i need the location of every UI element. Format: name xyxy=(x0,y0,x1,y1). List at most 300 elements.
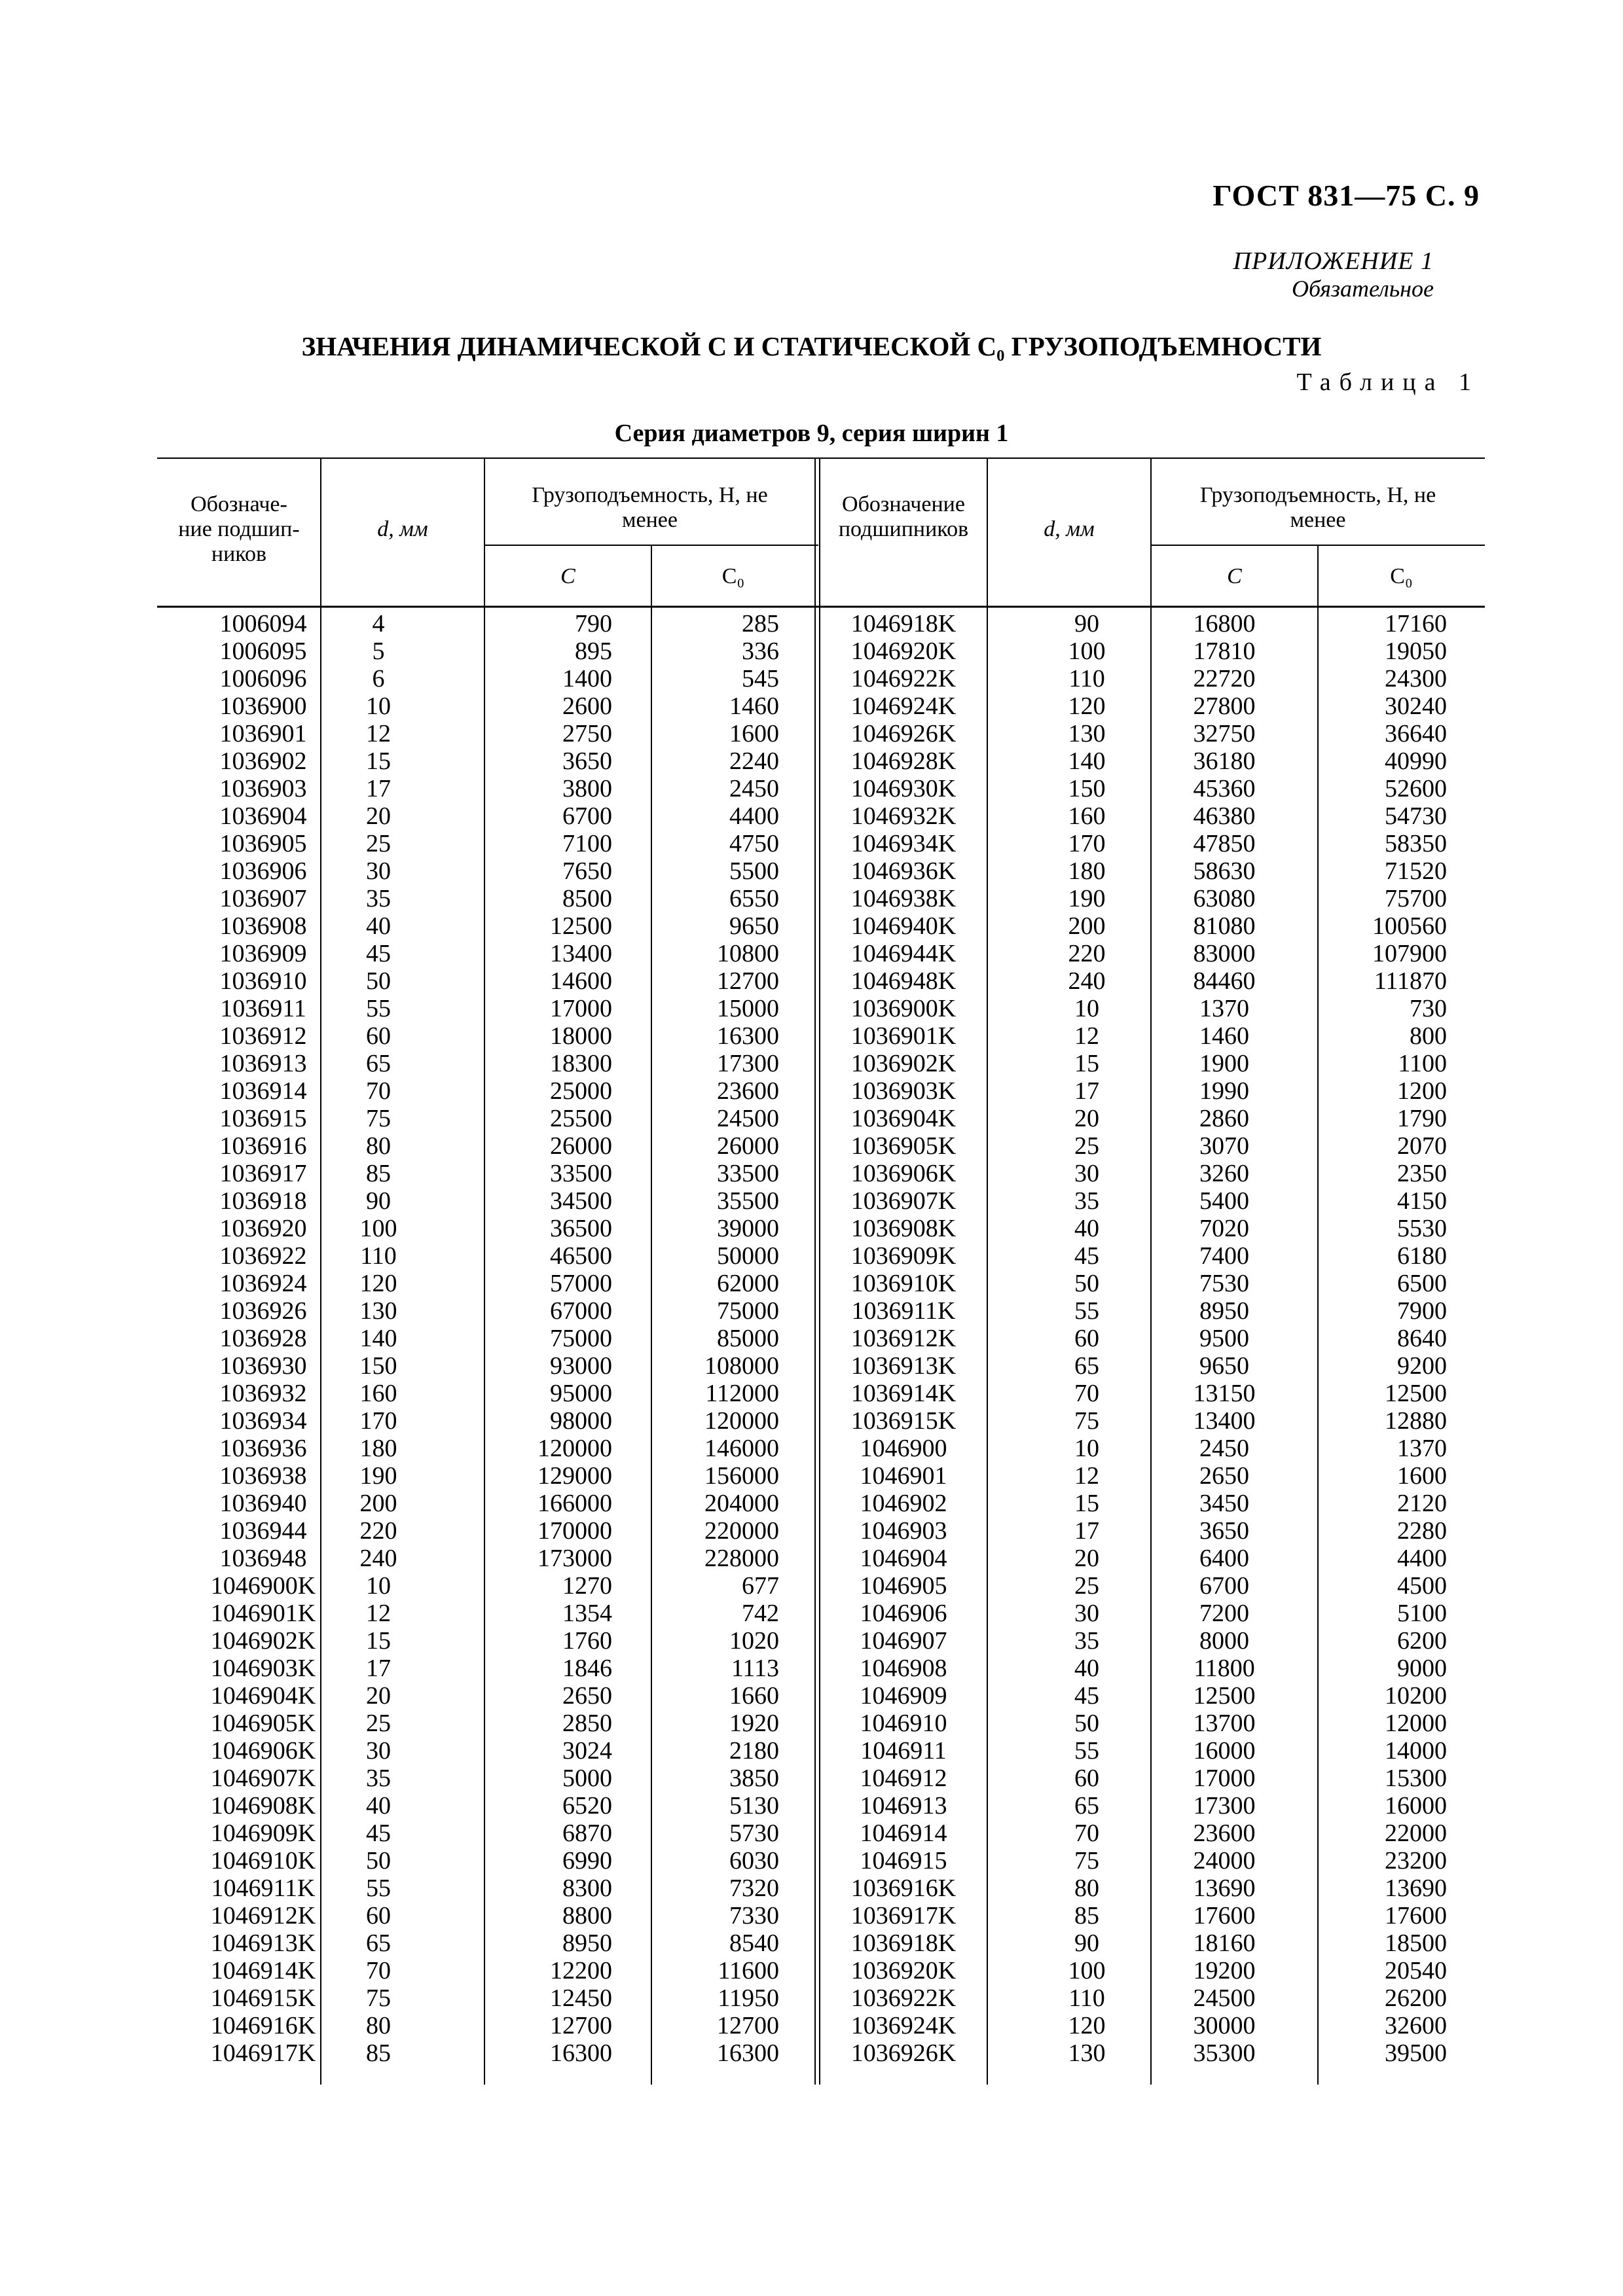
cell-c0-right: 19050 xyxy=(1385,637,1447,665)
cell-d-right: 15 xyxy=(1074,1050,1099,1077)
cell-designation: 1036940 xyxy=(219,1490,307,1517)
cell-d: 60 xyxy=(366,1022,391,1050)
cell-c0-right: 111870 xyxy=(1374,967,1447,995)
cell-d: 50 xyxy=(366,1847,391,1874)
cell-c: 17000 xyxy=(550,995,612,1022)
cell-d-right: 60 xyxy=(1074,1325,1099,1352)
cell-d-right: 100 xyxy=(1068,637,1106,665)
cell-c0: 5130 xyxy=(729,1792,779,1820)
cell-c0-right: 32600 xyxy=(1385,2012,1447,2039)
cell-designation-right: 1046926K xyxy=(850,720,957,747)
cell-designation: 1036916 xyxy=(219,1132,307,1160)
cell-c: 26000 xyxy=(550,1132,612,1160)
cell-c0: 120000 xyxy=(704,1407,779,1435)
cell-c0: 50000 xyxy=(717,1242,779,1270)
table-row xyxy=(0,1572,1623,1600)
cell-c-right: 8000 xyxy=(1199,1627,1249,1655)
cell-d-right: 90 xyxy=(1074,1929,1099,1957)
cell-c0-right: 39500 xyxy=(1385,2039,1447,2067)
cell-c-right: 23600 xyxy=(1193,1820,1256,1847)
cell-d: 17 xyxy=(366,775,391,802)
cell-c0-right: 1370 xyxy=(1397,1435,1447,1462)
cell-d: 170 xyxy=(359,1407,397,1435)
table-row xyxy=(0,1077,1623,1105)
cell-designation: 1046914K xyxy=(210,1957,316,1984)
cell-c0: 1460 xyxy=(729,692,779,720)
cell-c0-right: 75700 xyxy=(1385,885,1447,912)
table-row xyxy=(0,1297,1623,1325)
cell-c-right: 81080 xyxy=(1193,912,1256,940)
table-row xyxy=(0,1160,1623,1187)
appendix-note: Обязательное xyxy=(1292,276,1434,302)
cell-designation-right: 1036913K xyxy=(850,1352,957,1380)
cell-d-right: 70 xyxy=(1074,1820,1099,1847)
header-d-right: d, мм xyxy=(1044,517,1095,541)
table-row xyxy=(0,1105,1623,1132)
table-row xyxy=(0,802,1623,830)
cell-d-right: 17 xyxy=(1074,1517,1099,1545)
cell-c0-right: 71520 xyxy=(1385,857,1447,885)
table-row xyxy=(0,1655,1623,1682)
table-row xyxy=(0,1874,1623,1902)
cell-designation: 1046903K xyxy=(210,1655,316,1682)
cell-d-right: 25 xyxy=(1074,1132,1099,1160)
cell-c-right: 5400 xyxy=(1199,1187,1249,1215)
cell-c0-right: 2350 xyxy=(1397,1160,1447,1187)
cell-c-right: 3650 xyxy=(1199,1517,1249,1545)
cell-d: 190 xyxy=(359,1462,397,1490)
cell-designation-right: 1046940K xyxy=(850,912,957,940)
table-row xyxy=(0,1627,1623,1655)
cell-c: 6520 xyxy=(562,1792,612,1820)
cell-c: 2600 xyxy=(562,692,612,720)
cell-designation-right: 1036900K xyxy=(850,995,957,1022)
cell-d-right: 40 xyxy=(1074,1215,1099,1242)
cell-c0-right: 13690 xyxy=(1385,1874,1447,1902)
cell-c-right: 9500 xyxy=(1199,1325,1249,1352)
cell-designation: 1046907K xyxy=(210,1765,316,1792)
cell-c: 173000 xyxy=(538,1545,612,1572)
table-row xyxy=(0,1132,1623,1160)
cell-designation-right: 1046910 xyxy=(860,1710,947,1737)
cell-c: 33500 xyxy=(550,1160,612,1187)
table-row xyxy=(0,1902,1623,1929)
cell-designation-right: 1036916K xyxy=(850,1874,957,1902)
cell-d: 17 xyxy=(366,1655,391,1682)
cell-d: 85 xyxy=(366,1160,391,1187)
cell-c-right: 17300 xyxy=(1193,1792,1256,1820)
cell-designation-right: 1046903 xyxy=(860,1517,947,1545)
cell-c0-right: 52600 xyxy=(1385,775,1447,802)
cell-designation: 1046909K xyxy=(210,1820,316,1847)
cell-c-right: 3260 xyxy=(1199,1160,1249,1187)
cell-c: 2850 xyxy=(562,1710,612,1737)
cell-c: 13400 xyxy=(550,940,612,967)
cell-c-right: 83000 xyxy=(1193,940,1256,967)
cell-designation-right: 1046909 xyxy=(860,1682,947,1710)
table-row xyxy=(0,1682,1623,1710)
cell-c0-right: 800 xyxy=(1410,1022,1447,1050)
cell-c: 895 xyxy=(575,637,612,665)
cell-c-right: 17600 xyxy=(1193,1902,1256,1929)
cell-d-right: 10 xyxy=(1074,995,1099,1022)
cell-d-right: 75 xyxy=(1074,1407,1099,1435)
cell-designation: 1036905 xyxy=(219,830,307,857)
cell-designation-right: 1036915K xyxy=(850,1407,957,1435)
cell-d-right: 80 xyxy=(1074,1874,1099,1902)
cell-d-right: 15 xyxy=(1074,1490,1099,1517)
cell-c0-right: 18500 xyxy=(1385,1929,1447,1957)
cell-c0-right: 26200 xyxy=(1385,1984,1447,2012)
cell-c: 1354 xyxy=(562,1600,612,1627)
cell-d-right: 12 xyxy=(1074,1022,1099,1050)
cell-designation-right: 1046928K xyxy=(850,747,957,775)
cell-c-right: 22720 xyxy=(1193,665,1256,692)
cell-d-right: 180 xyxy=(1068,857,1106,885)
header-c0-right: C₀ xyxy=(1390,564,1413,588)
cell-c: 3800 xyxy=(562,775,612,802)
table-row xyxy=(0,1984,1623,2012)
document-title: ЗНАЧЕНИЯ ДИНАМИЧЕСКОЙ C И СТАТИЧЕСКОЙ C₀ ГРУЗОПОДЪЕМНОСТИ xyxy=(301,331,1322,361)
cell-c0: 336 xyxy=(742,637,779,665)
cell-designation: 1036938 xyxy=(219,1462,307,1490)
cell-c: 16300 xyxy=(550,2039,612,2067)
cell-d-right: 120 xyxy=(1068,692,1106,720)
cell-c0-right: 9000 xyxy=(1397,1655,1447,1682)
cell-designation-right: 1046904 xyxy=(860,1545,947,1572)
table-subtitle: Серия диаметров 9, серия ширин 1 xyxy=(614,420,1009,447)
cell-designation-right: 1036908K xyxy=(850,1215,957,1242)
table-row xyxy=(0,2039,1623,2067)
cell-designation-right: 1046948K xyxy=(850,967,957,995)
cell-c: 790 xyxy=(575,610,612,637)
cell-d: 220 xyxy=(359,1517,397,1545)
cell-d-right: 40 xyxy=(1074,1655,1099,1682)
cell-d: 40 xyxy=(366,1792,391,1820)
cell-designation-right: 1036910K xyxy=(850,1270,957,1297)
cell-d: 55 xyxy=(366,1874,391,1902)
cell-d: 180 xyxy=(359,1435,397,1462)
cell-designation-right: 1036903K xyxy=(850,1077,957,1105)
cell-designation-right: 1036904K xyxy=(850,1105,957,1132)
cell-c-right: 16800 xyxy=(1193,610,1256,637)
cell-c0: 75000 xyxy=(717,1297,779,1325)
cell-designation: 1036911 xyxy=(220,995,306,1022)
cell-designation: 1046908K xyxy=(210,1792,316,1820)
cell-c-right: 47850 xyxy=(1193,830,1256,857)
cell-designation: 1036932 xyxy=(219,1380,307,1407)
cell-c-right: 84460 xyxy=(1193,967,1256,995)
cell-d-right: 20 xyxy=(1074,1545,1099,1572)
cell-c0: 6030 xyxy=(729,1847,779,1874)
cell-c0: 2450 xyxy=(729,775,779,802)
cell-d: 12 xyxy=(366,1600,391,1627)
cell-d: 140 xyxy=(359,1325,397,1352)
cell-designation: 1036903 xyxy=(219,775,307,802)
cell-c-right: 3070 xyxy=(1199,1132,1249,1160)
cell-d-right: 130 xyxy=(1068,2039,1106,2067)
cell-d-right: 45 xyxy=(1074,1682,1099,1710)
cell-c0: 285 xyxy=(742,610,779,637)
cell-c: 8800 xyxy=(562,1902,612,1929)
cell-c0: 11950 xyxy=(718,1984,779,2012)
cell-d: 15 xyxy=(366,1627,391,1655)
cell-designation: 1046906K xyxy=(210,1737,316,1765)
cell-c: 2750 xyxy=(562,720,612,747)
cell-c-right: 12500 xyxy=(1193,1682,1256,1710)
cell-c-right: 19200 xyxy=(1193,1957,1256,1984)
cell-d-right: 220 xyxy=(1068,940,1106,967)
table-row xyxy=(0,692,1623,720)
cell-c0-right: 1600 xyxy=(1397,1462,1447,1490)
cell-designation: 1036926 xyxy=(219,1297,307,1325)
cell-c0: 4400 xyxy=(729,802,779,830)
cell-c: 34500 xyxy=(550,1187,612,1215)
table-row xyxy=(0,637,1623,665)
cell-c: 14600 xyxy=(550,967,612,995)
cell-d: 100 xyxy=(359,1215,397,1242)
cell-designation-right: 1046908 xyxy=(860,1655,947,1682)
cell-designation: 1046916K xyxy=(210,2012,316,2039)
cell-d: 30 xyxy=(366,857,391,885)
cell-c0-right: 22000 xyxy=(1385,1820,1447,1847)
cell-designation-right: 1036924K xyxy=(850,2012,957,2039)
cell-c-right: 11800 xyxy=(1194,1655,1255,1682)
cell-designation: 1046910K xyxy=(210,1847,316,1874)
cell-designation: 1036917 xyxy=(219,1160,307,1187)
cell-c0: 8540 xyxy=(729,1929,779,1957)
cell-c0-right: 2280 xyxy=(1397,1517,1447,1545)
cell-d: 45 xyxy=(366,940,391,967)
cell-designation: 1036924 xyxy=(219,1270,307,1297)
cell-c0-right: 20540 xyxy=(1385,1957,1447,1984)
cell-designation-right: 1046906 xyxy=(860,1600,947,1627)
cell-c0: 4750 xyxy=(729,830,779,857)
cell-designation-right: 1046907 xyxy=(860,1627,947,1655)
cell-c0: 23600 xyxy=(717,1077,779,1105)
header-d-left: d, мм xyxy=(377,517,428,541)
cell-c0: 10800 xyxy=(717,940,779,967)
cell-c-right: 3450 xyxy=(1199,1490,1249,1517)
cell-designation-right: 1046938K xyxy=(850,885,957,912)
cell-c0: 1020 xyxy=(729,1627,779,1655)
cell-c: 7650 xyxy=(562,857,612,885)
cell-c0-right: 1100 xyxy=(1398,1050,1447,1077)
cell-designation-right: 1046911 xyxy=(860,1737,947,1765)
cell-d-right: 130 xyxy=(1068,720,1106,747)
cell-d-right: 85 xyxy=(1074,1902,1099,1929)
cell-designation: 1036922 xyxy=(219,1242,307,1270)
cell-d: 35 xyxy=(366,1765,391,1792)
cell-c-right: 36180 xyxy=(1193,747,1256,775)
cell-designation-right: 1046918K xyxy=(850,610,957,637)
cell-c0: 85000 xyxy=(717,1325,779,1352)
cell-c-right: 32750 xyxy=(1193,720,1256,747)
table-row xyxy=(0,1765,1623,1792)
cell-designation: 1036928 xyxy=(219,1325,307,1352)
cell-c0-right: 24300 xyxy=(1385,665,1447,692)
table-row xyxy=(0,1242,1623,1270)
cell-designation: 1036914 xyxy=(219,1077,307,1105)
cell-d: 55 xyxy=(366,995,391,1022)
cell-c0-right: 6180 xyxy=(1397,1242,1447,1270)
cell-c-right: 13700 xyxy=(1193,1710,1256,1737)
cell-designation: 1006095 xyxy=(219,637,307,665)
cell-c0: 146000 xyxy=(704,1435,779,1462)
cell-d-right: 35 xyxy=(1074,1187,1099,1215)
cell-c-right: 13690 xyxy=(1193,1874,1256,1902)
cell-c-right: 30000 xyxy=(1193,2012,1256,2039)
cell-designation: 1046917K xyxy=(210,2039,316,2067)
cell-c0: 545 xyxy=(742,665,779,692)
cell-c0-right: 16000 xyxy=(1385,1792,1447,1820)
cell-d: 85 xyxy=(366,2039,391,2067)
cell-c0-right: 100560 xyxy=(1372,912,1447,940)
cell-designation: 1036904 xyxy=(219,802,307,830)
cell-d-right: 75 xyxy=(1074,1847,1099,1874)
page-header: ГОСТ 831—75 С. 9 xyxy=(1213,179,1480,212)
cell-c0: 2180 xyxy=(729,1737,779,1765)
cell-c0: 1600 xyxy=(729,720,779,747)
cell-c-right: 63080 xyxy=(1193,885,1256,912)
cell-c0-right: 14000 xyxy=(1385,1737,1447,1765)
cell-c-right: 45360 xyxy=(1193,775,1256,802)
cell-designation-right: 1036906K xyxy=(850,1160,957,1187)
cell-designation: 1006096 xyxy=(219,665,307,692)
cell-c: 95000 xyxy=(550,1380,612,1407)
header-capacity-right: Грузоподъемность, Н, не менее xyxy=(1199,483,1436,532)
cell-designation-right: 1036922K xyxy=(850,1984,957,2012)
cell-c: 12450 xyxy=(550,1984,612,2012)
cell-c-right: 24500 xyxy=(1193,1984,1256,2012)
cell-designation-right: 1036901K xyxy=(850,1022,957,1050)
cell-designation: 1036944 xyxy=(219,1517,307,1545)
header-capacity-left: Грузоподъемность, Н, не менее xyxy=(532,483,768,532)
cell-designation-right: 1036902K xyxy=(850,1050,957,1077)
cell-c0-right: 23200 xyxy=(1385,1847,1447,1874)
header-designation-left: Обозначе- ние подшип- ников xyxy=(178,492,300,566)
cell-c: 12700 xyxy=(550,2012,612,2039)
cell-c-right: 13400 xyxy=(1193,1407,1256,1435)
cell-d-right: 30 xyxy=(1074,1160,1099,1187)
cell-designation-right: 1046900 xyxy=(860,1435,947,1462)
cell-designation: 1036910 xyxy=(219,967,307,995)
cell-d-right: 100 xyxy=(1068,1957,1106,1984)
cell-d: 150 xyxy=(359,1352,397,1380)
cell-d: 65 xyxy=(366,1929,391,1957)
cell-c0: 3850 xyxy=(729,1765,779,1792)
cell-c: 6700 xyxy=(562,802,612,830)
cell-d: 75 xyxy=(366,1105,391,1132)
table-row xyxy=(0,940,1623,967)
table-row xyxy=(0,1490,1623,1517)
header-c-right: C xyxy=(1227,564,1242,588)
cell-c: 36500 xyxy=(550,1215,612,1242)
cell-c-right: 2860 xyxy=(1199,1105,1249,1132)
cell-designation-right: 1046912 xyxy=(860,1765,947,1792)
cell-c0: 220000 xyxy=(704,1517,779,1545)
cell-designation-right: 1036926K xyxy=(850,2039,957,2067)
cell-c-right: 17810 xyxy=(1193,637,1256,665)
cell-c0-right: 17160 xyxy=(1385,610,1447,637)
cell-c-right: 13150 xyxy=(1193,1380,1256,1407)
table-row xyxy=(0,1050,1623,1077)
cell-c: 75000 xyxy=(550,1325,612,1352)
cell-c: 3024 xyxy=(562,1737,612,1765)
cell-designation-right: 1036911K xyxy=(851,1297,956,1325)
cell-c0: 9650 xyxy=(729,912,779,940)
cell-d-right: 110 xyxy=(1068,665,1105,692)
cell-d: 15 xyxy=(366,747,391,775)
cell-c0-right: 10200 xyxy=(1385,1682,1447,1710)
cell-designation-right: 1036912K xyxy=(850,1325,957,1352)
cell-c-right: 1370 xyxy=(1199,995,1249,1022)
table-row xyxy=(0,720,1623,747)
cell-designation-right: 1036917K xyxy=(850,1902,957,1929)
table-row xyxy=(0,1820,1623,1847)
table-row xyxy=(0,1462,1623,1490)
table-row xyxy=(0,610,1623,637)
cell-d: 200 xyxy=(359,1490,397,1517)
cell-d-right: 170 xyxy=(1068,830,1106,857)
cell-c: 166000 xyxy=(538,1490,612,1517)
cell-c: 129000 xyxy=(538,1462,612,1490)
table-row xyxy=(0,1792,1623,1820)
cell-designation: 1036948 xyxy=(219,1545,307,1572)
header-c-left: C xyxy=(560,564,575,588)
cell-c0: 39000 xyxy=(717,1215,779,1242)
cell-designation-right: 1036918K xyxy=(850,1929,957,1957)
cell-d-right: 50 xyxy=(1074,1270,1099,1297)
cell-c: 46500 xyxy=(550,1242,612,1270)
cell-c0: 16300 xyxy=(717,1022,779,1050)
cell-c: 8500 xyxy=(562,885,612,912)
cell-c-right: 8950 xyxy=(1199,1297,1249,1325)
cell-d-right: 50 xyxy=(1074,1710,1099,1737)
table-label: Таблица 1 xyxy=(1296,368,1480,396)
appendix-title: ПРИЛОЖЕНИЕ 1 xyxy=(1233,247,1434,275)
cell-d: 120 xyxy=(359,1270,397,1297)
cell-d-right: 200 xyxy=(1068,912,1106,940)
cell-c0: 1920 xyxy=(729,1710,779,1737)
cell-d-right: 20 xyxy=(1074,1105,1099,1132)
cell-d-right: 17 xyxy=(1074,1077,1099,1105)
cell-c0-right: 17600 xyxy=(1385,1902,1447,1929)
cell-d-right: 190 xyxy=(1068,885,1106,912)
cell-d: 25 xyxy=(366,830,391,857)
cell-c0-right: 4500 xyxy=(1397,1572,1447,1600)
cell-d: 25 xyxy=(366,1710,391,1737)
cell-d: 12 xyxy=(366,720,391,747)
cell-designation: 1036930 xyxy=(219,1352,307,1380)
table-row xyxy=(0,885,1623,912)
cell-designation: 1046913K xyxy=(210,1929,316,1957)
cell-c0: 677 xyxy=(742,1572,779,1600)
cell-designation: 1046911K xyxy=(211,1874,316,1902)
cell-designation: 1036913 xyxy=(219,1050,307,1077)
cell-designation: 1036920 xyxy=(219,1215,307,1242)
cell-d: 30 xyxy=(366,1737,391,1765)
cell-c-right: 16000 xyxy=(1193,1737,1256,1765)
cell-c0: 742 xyxy=(742,1600,779,1627)
cell-c: 57000 xyxy=(550,1270,612,1297)
cell-c0-right: 4400 xyxy=(1397,1545,1447,1572)
cell-d: 240 xyxy=(359,1545,397,1572)
cell-d: 5 xyxy=(372,637,385,665)
cell-c0-right: 9200 xyxy=(1397,1352,1447,1380)
cell-d: 6 xyxy=(372,665,385,692)
cell-c: 1400 xyxy=(562,665,612,692)
